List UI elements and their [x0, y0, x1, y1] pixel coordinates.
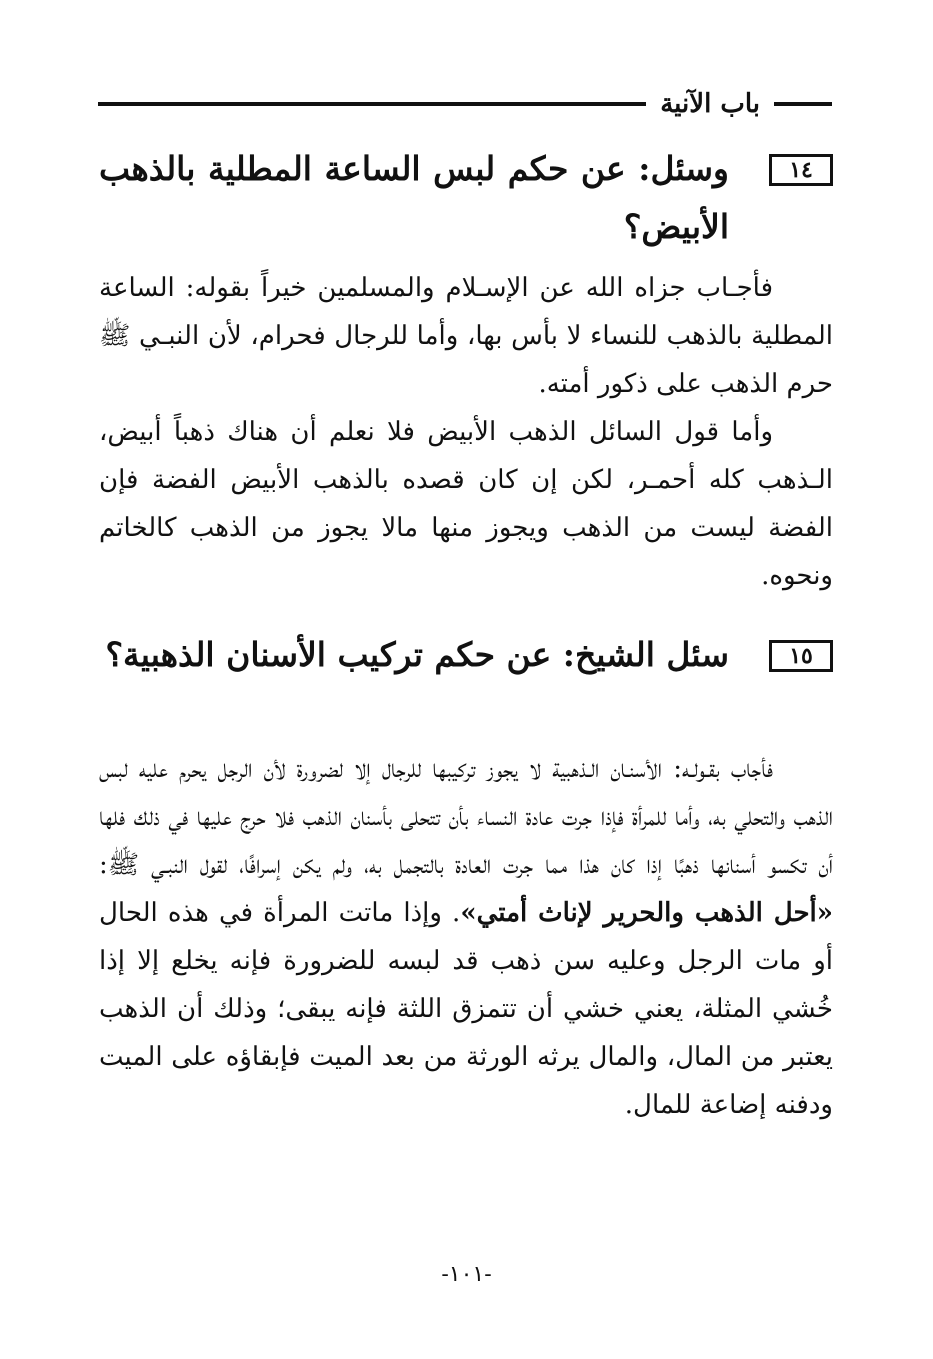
page-number: -١٠١- — [441, 1262, 492, 1287]
answer-15 — [99, 745, 833, 1129]
chapter-title: باب الآنية — [660, 89, 760, 119]
hadith-quote: «أحل الذهب والحرير لإناث أمتي» — [460, 898, 833, 928]
answer-paragraph: وأما قول السائل الذهب الأبيض فلا نعلم أن هناك ذهباً أبيض، الـذهب كله أحمـر، لكن إن كان قصده بالذهب الأبيض الفضة فإن الفضة ليست من الذهب ويجوز منها مالا يجوز من الذهب كالخاتم ونحوه. — [99, 417, 833, 591]
answer-paragraph: فأجـاب جزاه الله عن الإسـلام والمسلمين خيراً بقوله: الساعة المطلية بالذهب للنساء لا بأس بها، وأما للرجال فحرام، لأن النبـي ﷺ حرم الذهب على ذكور أمته. — [99, 273, 833, 399]
answer-14 — [99, 264, 833, 600]
question-heading — [99, 140, 833, 256]
answer-paragraph — [99, 745, 833, 1129]
answer-text-before-hadith: فأجاب بقـولـه: الأسنـان الـذهبية لا يجوز تركيبها للرجال إلا لضرورة لأن الرجل يحرم عليه لبس الذهب والتحلي به، وأما للمرأة فإذا جرت عادة النساء بأن تتحلى بأسنان الذهب فلا حرج عليها في ذلك فلها أن تكسو أسنانها ذهبًا إذا كان هذا مما جرت العادة بالتجمل به، ولم يكن إسرافًا، لقول النبـي ﷺ: — [99, 754, 833, 880]
question-heading — [99, 626, 833, 684]
question-14 — [99, 140, 833, 256]
question-number-box: ١٤ — [769, 154, 833, 186]
running-header — [98, 82, 832, 126]
answer-text-after-hadith: . وإذا ماتت المرأة في هذه الحال أو مات الرجل وعليه سن ذهب قد لبسه للضرورة فإنه يخلع إلا إذا خُشي المثلة، يعني خشي أن تتمزق اللثة فإنه يبقى؛ وذلك أن الذهب يعتبر من المال، والمال يرثه الورثة من بعد الميت فإبقاؤه على الميت ودفنه إضاعة للمال. — [99, 898, 833, 1120]
header-rule-short — [774, 102, 832, 106]
question-text: سئل الشيخ: عن حكم تركيب الأسنان الذهبية؟ — [105, 635, 729, 674]
question-15 — [99, 626, 833, 684]
question-number-box: ١٥ — [769, 640, 833, 672]
question-text: وسئل: عن حكم لبس الساعة المطلية بالذهب الأبيض؟ — [99, 149, 729, 246]
header-rule-long — [98, 102, 646, 106]
